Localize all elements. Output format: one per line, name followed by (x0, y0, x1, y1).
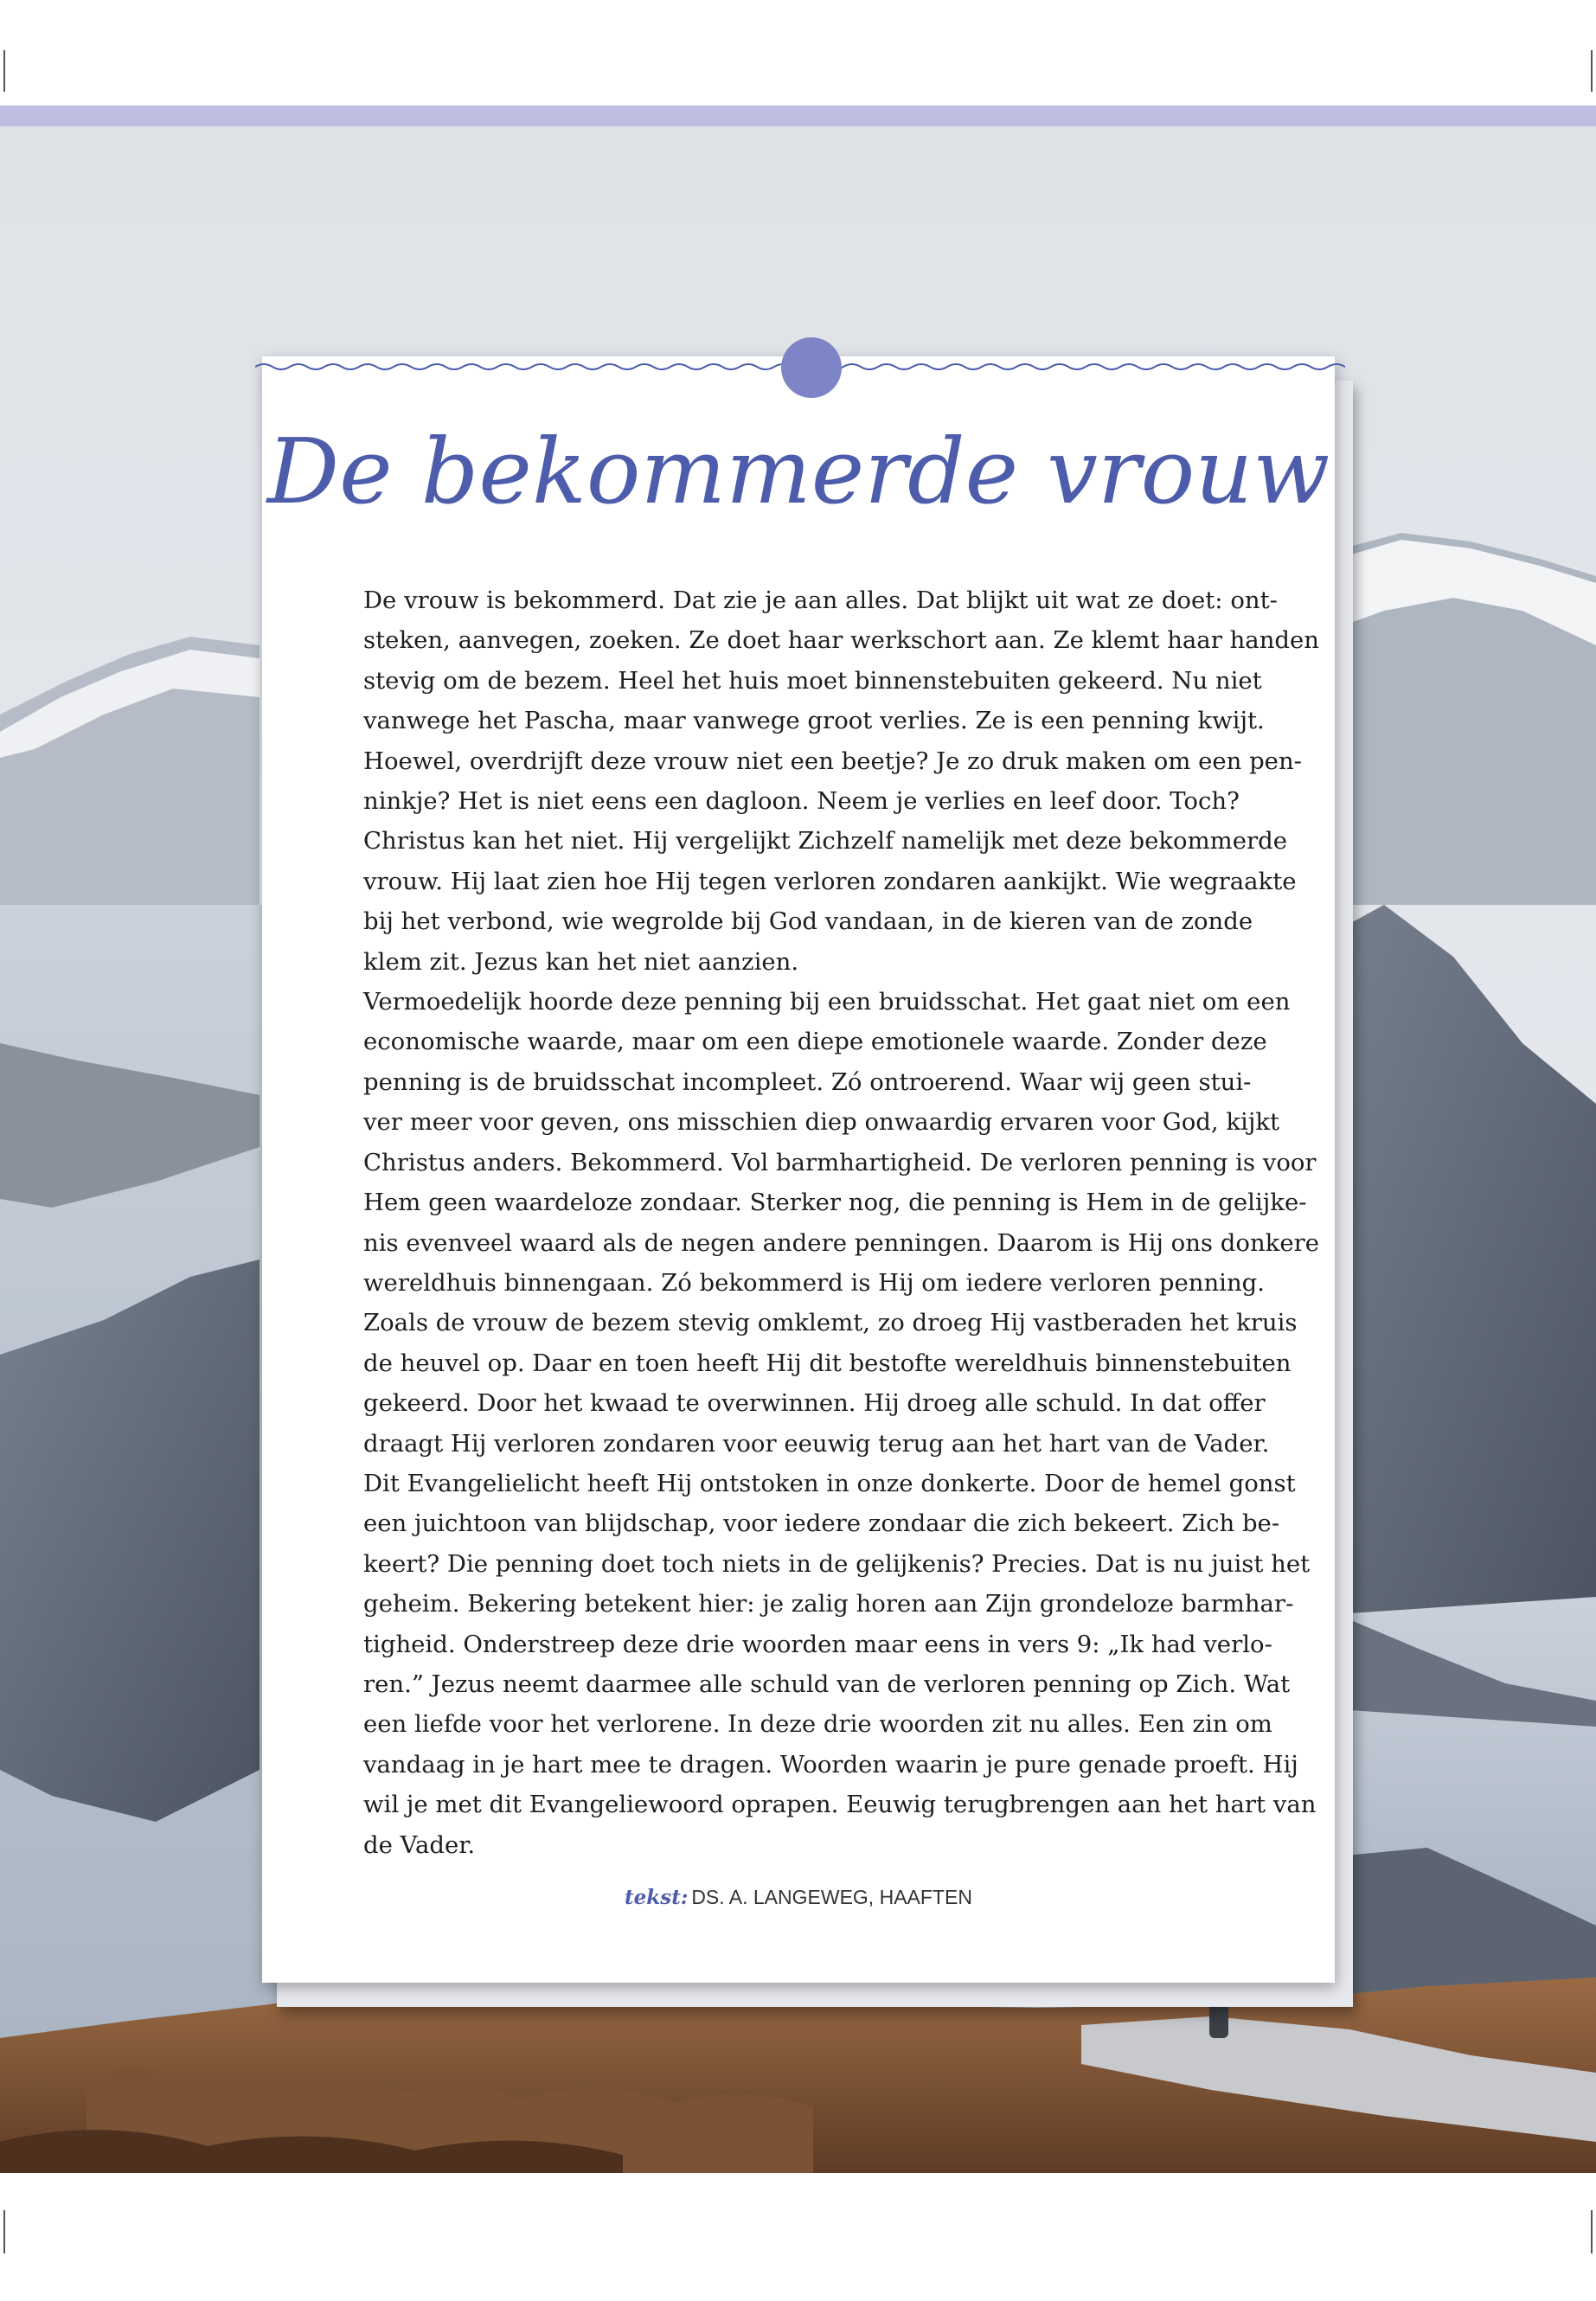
body-line: wil je met dit Evangeliewoord oprapen. Eeuwig terugbrengen aan het hart van (363, 1791, 1317, 1819)
body-line: Vermoedelijk hoorde deze penning bij een bruidsschat. Het gaat niet om een (363, 988, 1291, 1016)
crop-mark-top-right (1591, 50, 1593, 92)
body-line: wereldhuis binnengaan. Zó bekommerd is Hij om iedere verloren penning. (363, 1268, 1266, 1297)
body-line: ninkje? Het is niet eens een dagloon. Neem je verlies en leef door. Toch? (363, 787, 1240, 816)
crop-mark-bottom-left (3, 2210, 5, 2253)
body-line: de Vader. (363, 1830, 476, 1859)
body-line: draagt Hij verloren zondaren voor eeuwig terug aan het hart van de Vader. (363, 1429, 1270, 1458)
body-line: Christus anders. Bekommerd. Vol barmhartigheid. De verloren penning is voor (363, 1148, 1317, 1176)
body-line: vandaag in je hart mee te dragen. Woorden waarin je pure genade proeft. Hij (363, 1750, 1298, 1779)
body-line: gekeerd. Door het kwaad te overwinnen. Hij droeg alle schuld. In dat offer (363, 1389, 1266, 1418)
body-line: de heuvel op. Daar en toen heeft Hij dit bestofte wereldhuis binnenstebuiten (363, 1349, 1292, 1377)
crop-mark-top-left (3, 50, 5, 92)
accent-dot (781, 337, 842, 398)
author-credit (262, 1886, 1335, 1909)
body-line: stevig om de bezem. Heel het huis moet binnenstebuiten gekeerd. Nu niet (363, 666, 1262, 695)
body-line: nis evenveel waard als de negen andere penningen. Daarom is Hij ons donkere (363, 1228, 1320, 1257)
body-line: keert? Die penning doet toch niets in de gelijkenis? Precies. Dat is nu juist het (363, 1549, 1311, 1578)
body-line: tigheid. Onderstreep deze drie woorden maar eens in vers 9: „Ik had verlo- (363, 1630, 1272, 1658)
body-line: geheim. Bekering betekent hier: je zalig horen aan Zijn grondeloze barmhar- (363, 1590, 1294, 1618)
body-line: De vrouw is bekommerd. Dat zie je aan alles. Dat blijkt uit wat ze doet: ont- (363, 586, 1278, 614)
body-line: vanwege het Pascha, maar vanwege groot verlies. Ze is een penning kwijt. (363, 707, 1265, 735)
body-line: Hoewel, overdrijft deze vrouw niet een beetje? Je zo druk maken om een pen- (363, 747, 1302, 775)
body-line: penning is de bruidsschat incompleet. Zó ontroerend. Waar wij geen stui- (363, 1067, 1252, 1096)
body-line: Hem geen waardeloze zondaar. Sterker nog, die penning is Hem in de gelijke- (363, 1189, 1307, 1217)
body-line: ver meer voor geven, ons misschien diep onwaardig ervaren voor God, kijkt (363, 1108, 1280, 1137)
body-line: een liefde voor het verlorene. In deze drie woorden zit nu alles. Een zin om (363, 1710, 1272, 1739)
body-line: ren.” Jezus neemt daarmee alle schuld van de verloren penning op Zich. Wat (363, 1670, 1291, 1698)
body-line: steken, aanvegen, zoeken. Ze doet haar werkschort aan. Ze klemt haar handen (363, 626, 1319, 655)
body-line: Zoals de vrouw de bezem stevig omklemt, zo droeg Hij vastberaden het kruis (363, 1309, 1298, 1337)
article-title: De bekommerde vrouw (266, 419, 1330, 524)
body-line: economische waarde, maar om een diepe emotionele waarde. Zonder deze (363, 1028, 1267, 1056)
body-line: bij het verbond, wie wegrolde bij God vandaan, in de kieren van de zonde (363, 907, 1253, 936)
body-line: vrouw. Hij laat zien hoe Hij tegen verloren zondaren aankijkt. Wie wegraakte (363, 867, 1297, 895)
crop-mark-bottom-right (1591, 2210, 1593, 2253)
body-line: klem zit. Jezus kan het niet aanzien. (363, 947, 799, 976)
credit-label: tekst: (625, 1886, 689, 1909)
body-line: een juichtoon van blijdschap, voor iedere zondaar die zich bekeert. Zich be- (363, 1509, 1280, 1538)
body-line: Christus kan het niet. Hij vergelijkt Zichzelf namelijk met deze bekommerde (363, 827, 1288, 856)
article-body (363, 580, 1320, 1865)
body-line: Dit Evangelielicht heeft Hij ontstoken in onze donkerte. Door de hemel gonst (363, 1469, 1296, 1497)
top-color-band (0, 106, 1596, 126)
credit-author: DS. A. LANGEWEG, HAAFTEN (691, 1886, 972, 1908)
